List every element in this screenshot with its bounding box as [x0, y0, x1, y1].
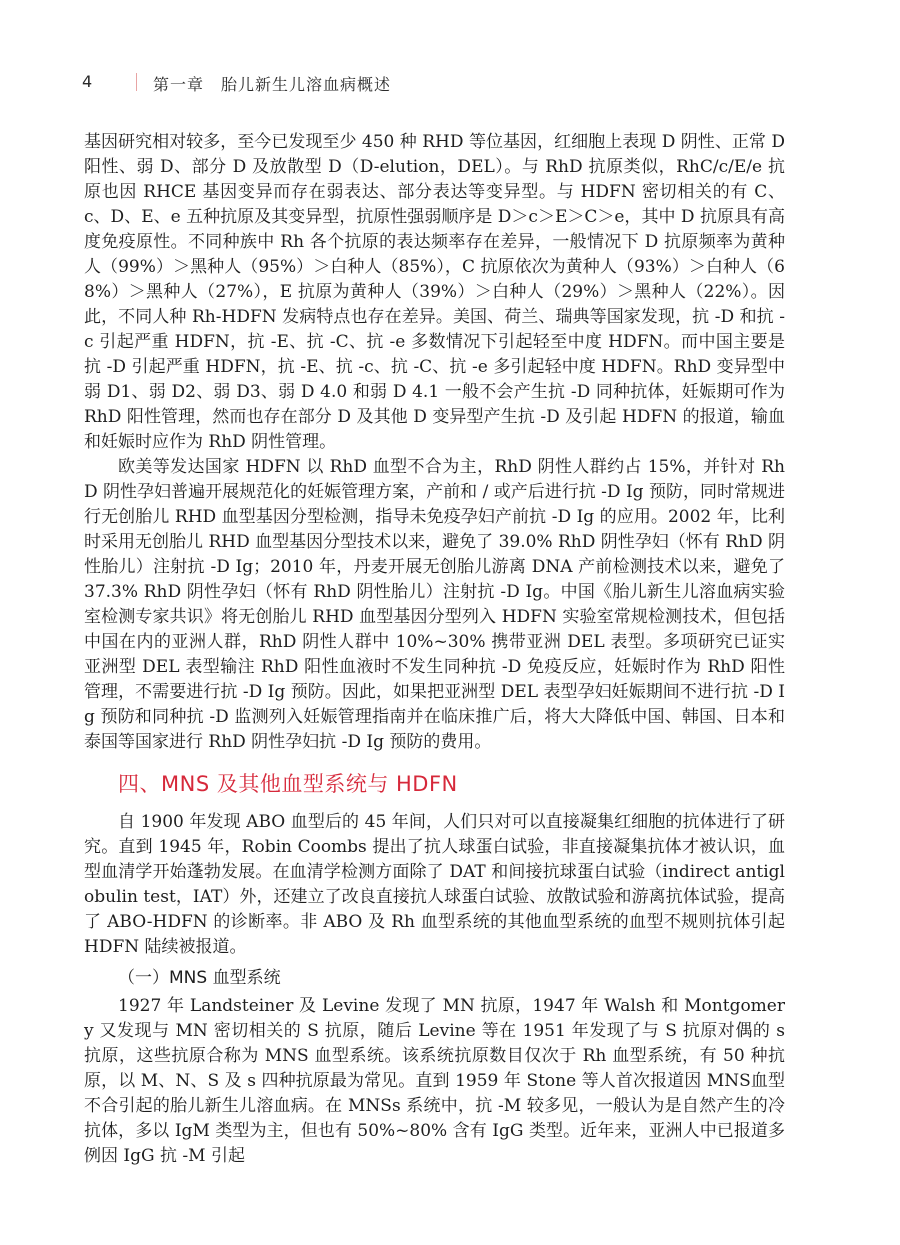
- body-text: [84, 130, 785, 1169]
- section-heading: 四、MNS 及其他血型系统与 HDFN: [118, 772, 458, 796]
- running-header: [0, 60, 900, 100]
- page-number: 4: [82, 72, 94, 91]
- header-divider: [136, 73, 137, 91]
- paragraph-rh-variants: 基因研究相对较多，至今已发现至少 450 种 RHD 等位基因，红细胞上表现 D 阴性、正常 D 阳性、弱 D、部分 D 及放散型 D（D-elution，DEL）。与 RhD 抗原类似，RhC/c/E/e 抗原也因 RHCE 基因变异而存在弱表达、部分表达等变异型。与 HDFN 密切相关的有 C、c、D、E、e 五种抗原及其变异型，抗原性强弱顺序是 D＞c＞E＞C＞e，其中 D 抗原具有高度免疫原性。不同种族中 Rh 各个抗原的表达频率存在差异，一般情况下 D 抗原频率为黄种人（99%）＞黑种人（95%）＞白种人（85%），C 抗原依次为黄种人（93%）＞白种人（68%）＞黑种人（27%），E 抗原为黄种人（39%）＞白种人（29%）＞黑种人（22%）。因此，不同人种 Rh-HDFN 发病特点也存在差异。美国、荷兰、瑞典等国家发现，抗 -D 和抗 -c 引起严重 HDFN，抗 -E、抗 -C、抗 -e 多数情况下引起轻至中度 HDFN。而中国主要是抗 -D 引起严重 HDFN，抗 -E、抗 -c、抗 -C、抗 -e 多引起轻中度 HDFN。RhD 变异型中弱 D1、弱 D2、弱 D3、弱 D 4.0 和弱 D 4.1 一般不会产生抗 -D 同种抗体，妊娠期可作为 RhD 阳性管理，然而也存在部分 D 及其他 D 变异型产生抗 -D 及引起 HDFN 的报道，输血和妊娠时应作为 RhD 阴性管理。: [84, 132, 785, 452]
- chapter-title: 第一章 胎儿新生儿溶血病概述: [153, 75, 392, 94]
- paragraph-serology-history: 自 1900 年发现 ABO 血型后的 45 年间，人们只对可以直接凝集红细胞的抗体进行了研究。直到 1945 年，Robin Coombs 提出了抗人球蛋白试验，非直接凝集抗体才被认识，血型血清学开始蓬勃发展。在血清学检测方面除了 DAT 和间接抗球蛋白试验（indirect antiglobulin test，IAT）外，还建立了改良直接抗人球蛋白试验、放散试验和游离抗体试验，提高了 ABO-HDFN 的诊断率。非 ABO 及 Rh 血型系统的其他血型系统的血型不规则抗体引起 HDFN 陆续被报道。: [84, 812, 785, 957]
- paragraph-mns-system: 1927 年 Landsteiner 及 Levine 发现了 MN 抗原，1947 年 Walsh 和 Montgomery 又发现与 MN 密切相关的 S 抗原，随后 Levine 等在 1951 年发现了与 S 抗原对偶的 s 抗原，这些抗原合称为 MNS 血型系统。该系统抗原数目仅次于 Rh 血型系统，有 50 种抗原，以 M、N、S 及 s 四种抗原最为常见。直到 1959 年 Stone 等人首次报道因 MNS血型不合引起的胎儿新生儿溶血病。在 MNSs 系统中，抗 -M 较多见，一般认为是自然产生的冷抗体，多以 IgM 类型为主，但也有 50%~80% 含有 IgG 类型。近年来，亚洲人中已报道多例因 IgG 抗 -M 引起: [84, 996, 785, 1166]
- subsection-heading: （一）MNS 血型系统: [118, 968, 281, 988]
- paragraph-rhd-management: 欧美等发达国家 HDFN 以 RhD 血型不合为主，RhD 阴性人群约占 15%，并针对 RhD 阴性孕妇普遍开展规范化的妊娠管理方案，产前和 / 或产后进行抗 -D Ig 预防，同时常规进行无创胎儿 RHD 血型基因分型检测，指导未免疫孕妇产前抗 -D Ig 的应用。2002 年，比利时采用无创胎儿 RHD 血型基因分型技术以来，避免了 39.0% RhD 阴性孕妇（怀有 RhD 阴性胎儿）注射抗 -D Ig；2010 年，丹麦开展无创胎儿游离 DNA 产前检测技术以来，避免了 37.3% RhD 阴性孕妇（怀有 RhD 阴性胎儿）注射抗 -D Ig。中国《胎儿新生儿溶血病实验室检测专家共识》将无创胎儿 RHD 血型基因分型列入 HDFN 实验室常规检测技术，但包括中国在内的亚洲人群，RhD 阴性人群中 10%~30% 携带亚洲 DEL 表型。多项研究已证实亚洲型 DEL 表型输注 RhD 阳性血液时不发生同种抗 -D 免疫反应，妊娠时作为 RhD 阳性管理，不需要进行抗 -D Ig 预防。因此，如果把亚洲型 DEL 表型孕妇妊娠期间不进行抗 -D Ig 预防和同种抗 -D 监测列入妊娠管理指南并在临床推广后，将大大降低中国、韩国、日本和泰国等国家进行 RhD 阴性孕妇抗 -D Ig 预防的费用。: [84, 457, 785, 752]
